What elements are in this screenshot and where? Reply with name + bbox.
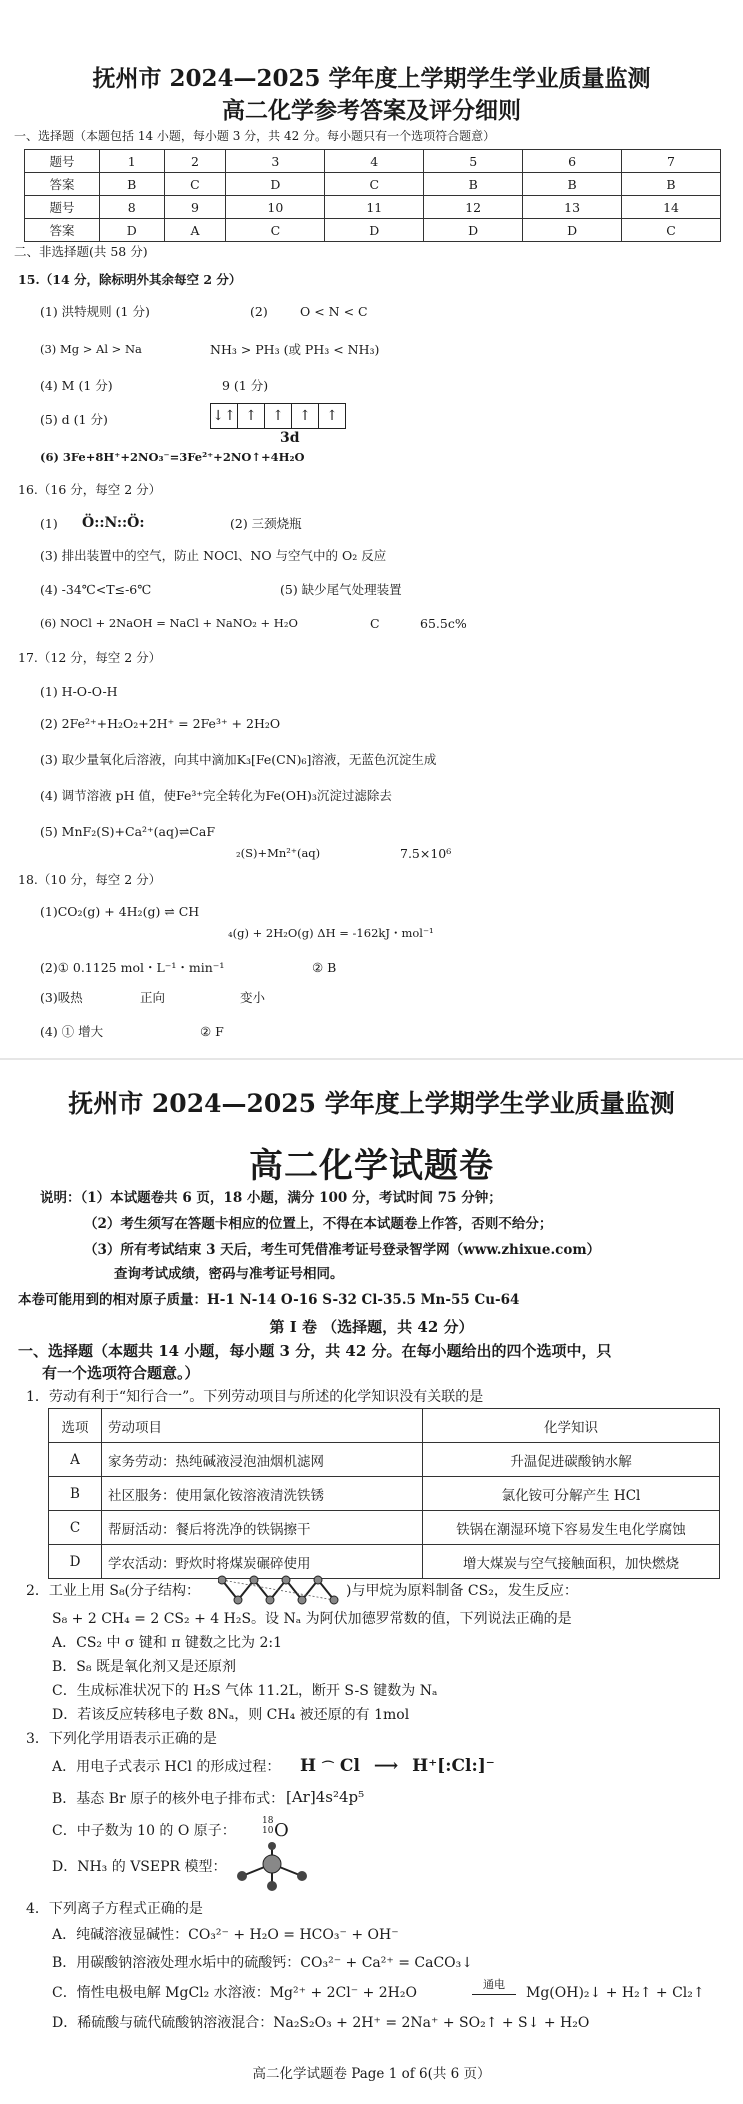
answer-table-cell: C	[164, 173, 226, 196]
question-2-option-b: B．S₈ 既是氧化剂又是还原剂	[52, 1659, 236, 1675]
question-1-table-cell: 氯化铵可分解产生 HCl	[423, 1477, 720, 1511]
question-4-option-d: D．稀硫酸与硫代硫酸钠溶液混合：Na₂S₂O₃ + 2H⁺ = 2Na⁺ + SO₂↑ + S↓ + H₂O	[52, 2015, 590, 2031]
q16-6c: 65.5c%	[420, 616, 467, 631]
q16-1-formula: Ö::N::Ö:	[82, 515, 145, 531]
answer-key-title-2: 高二化学参考答案及评分细则	[222, 97, 521, 124]
q18-4a: (4) ① 增大	[40, 1024, 104, 1039]
answer-table-row	[25, 219, 721, 242]
q16-6b: C	[370, 616, 380, 631]
answer-table	[24, 149, 721, 242]
isotope-numbers	[262, 1816, 273, 1836]
question-4-option-c2: Mg(OH)₂↓ + H₂↑ + Cl₂↑	[526, 1985, 705, 2001]
q16-4: (4) -34℃<T≤-6℃	[40, 582, 152, 597]
exam-note-3: （3）所有考试结束 3 天后，考生可凭借准考证号登录智学网（www.zhixue.com）	[84, 1242, 601, 1258]
q18-1b: ₄(g) + 2H₂O(g) ΔH = -162kJ・mol⁻¹	[228, 926, 434, 940]
question-1-table-cell: 升温促进碳酸钠水解	[423, 1443, 720, 1477]
exam-section-1a: 一、选择题（本题共 14 小题，每小题 3 分，共 42 分。在每小题给出的四个选项中，只	[18, 1342, 612, 1360]
hcl-cl-atom: Cl	[339, 1756, 360, 1776]
answer-table-cell: 5	[424, 150, 523, 173]
exam-note-2: （2）考生须写在答题卡相应的位置上，不得在本试题卷上作答，否则不给分；	[84, 1216, 553, 1232]
question-2-option-d: D．若该反应转移电子数 8Nₐ，则 CH₄ 被还原的有 1mol	[52, 1707, 410, 1723]
question-1-table-row	[49, 1443, 720, 1477]
q17-heading: 17.（12 分，每空 2 分）	[18, 650, 162, 665]
answer-table-cell: 14	[622, 196, 721, 219]
answer-table-row-label: 答案	[25, 219, 100, 242]
question-3-option-d: D．NH₃ 的 VSEPR 模型：	[52, 1859, 227, 1875]
question-4: 4．下列离子方程式正确的是	[26, 1901, 203, 1917]
q15-1: (1) 洪特规则 (1 分)	[40, 304, 150, 319]
question-1-table-cell: 家务劳动：热纯碱液浸泡油烟机滤网	[102, 1443, 423, 1477]
answer-table-cell: 13	[523, 196, 622, 219]
hcl-formation: H ⌒ Cl ⟶ H⁺[:Cl:]⁻	[300, 1756, 495, 1776]
question-1: 1．劳动有利于“知行合一”。下列劳动项目与所述的化学知识没有关联的是	[26, 1389, 484, 1405]
question-4-option-c1: C．惰性电极电解 MgCl₂ 水溶液：Mg²⁺ + 2Cl⁻ + 2H₂O	[52, 1985, 417, 2001]
question-2a: 2．工业上用 S₈(分子结构：	[26, 1583, 201, 1599]
q16-1-label: (1)	[40, 516, 58, 531]
question-1-table-cell: 学农活动：野炊时将煤炭碾碎使用	[102, 1545, 423, 1579]
q15-2: O < N < C	[300, 304, 368, 319]
part-1-heading: 第 I 卷 （选择题，共 42 分）	[269, 1318, 474, 1336]
answer-table-cell: 8	[100, 196, 165, 219]
answer-table-cell: B	[100, 173, 165, 196]
q15-4b: 9 (1 分)	[222, 378, 269, 393]
q15-3b: NH₃ > PH₃ (或 PH₃ < NH₃)	[210, 342, 380, 357]
q18-1a: (1)CO₂(g) + 4H₂(g) ⇌ CH	[40, 904, 200, 919]
q17-5a: (5) MnF₂(S)+Ca²⁺(aq)⇌CaF	[40, 824, 215, 839]
question-3-option-c: C．中子数为 10 的 O 原子：	[52, 1823, 236, 1839]
answer-table-row-label: 题号	[25, 150, 100, 173]
q16-heading: 16.（16 分，每空 2 分）	[18, 482, 162, 497]
q16-2: (2) 三颈烧瓶	[230, 516, 302, 531]
question-1-table-cell: C	[49, 1511, 102, 1545]
answer-table-cell: 6	[523, 150, 622, 173]
answer-table-cell: 11	[325, 196, 424, 219]
question-1-table-cell: 选项	[49, 1409, 102, 1443]
q15-3a: (3) Mg > Al > Na	[40, 342, 142, 356]
page-footer: 高二化学试题卷 Page 1 of 6(共 6 页）	[252, 2066, 491, 2082]
isotope-element: O	[274, 1820, 289, 1841]
arrow-icon: ⟶	[373, 1756, 399, 1776]
hcl-h-atom: H	[300, 1756, 317, 1776]
question-4-option-b: B．用碳酸钠溶液处理水垢中的硫酸钙：CO₃²⁻ + Ca²⁺ = CaCO₃↓	[52, 1955, 474, 1971]
orbital-box: ↑	[291, 403, 318, 429]
answer-table-cell: 10	[226, 196, 325, 219]
electrolysis-condition: 通电	[472, 1976, 516, 1995]
answer-table-cell: B	[622, 173, 721, 196]
answer-table-cell: A	[164, 219, 226, 242]
question-1-table-row	[49, 1511, 720, 1545]
q17-4: (4) 调节溶液 pH 值，使Fe³⁺完全转化为Fe(OH)₃沉淀过滤除去	[40, 788, 392, 803]
question-2b: )与甲烷为原料制备 CS₂，发生反应：	[346, 1583, 578, 1599]
question-3-option-b: B．基态 Br 原子的核外电子排布式：	[52, 1791, 285, 1807]
nh3-vsepr-model-icon	[232, 1842, 312, 1892]
question-4-option-a: A．纯碱溶液显碱性：CO₃²⁻ + H₂O = HCO₃⁻ + OH⁻	[52, 1927, 399, 1943]
orbital-box: ↑	[264, 403, 291, 429]
isotope-mass: 18	[262, 1816, 274, 1826]
answer-table-cell: C	[226, 219, 325, 242]
q16-3: (3) 排出装置中的空气，防止 NOCl、NO 与空气中的 O₂ 反应	[40, 548, 387, 563]
answer-table-row	[25, 173, 721, 196]
answer-table-cell: D	[523, 219, 622, 242]
q16-5: (5) 缺少尾气处理装置	[280, 582, 402, 597]
q15-6: (6) 3Fe+8H⁺+2NO₃⁻=3Fe²⁺+2NO↑+4H₂O	[40, 450, 305, 464]
section-2-heading: 二、非选择题(共 58 分)	[14, 244, 148, 259]
answer-table-row	[25, 196, 721, 219]
answer-table-cell: 12	[424, 196, 523, 219]
orbital-label: 3d	[280, 430, 300, 446]
q18-3b: 正向	[140, 990, 166, 1005]
answer-table-cell: 2	[164, 150, 226, 173]
answer-table-cell: D	[325, 219, 424, 242]
exam-title-1: 抚州市 2024—2025 学年度上学期学生学业质量监测	[68, 1089, 675, 1118]
q17-5b: ₂(S)+Mn²⁺(aq)	[236, 846, 321, 860]
atomic-masses: 本卷可能用到的相对原子质量：H-1 N-14 O-16 S-32 Cl-35.5 Mn-55 Cu-64	[18, 1292, 520, 1308]
question-3: 3．下列化学用语表示正确的是	[26, 1731, 217, 1747]
q15-5: (5) d (1 分)	[40, 412, 108, 427]
answer-table-cell: D	[226, 173, 325, 196]
q17-1: (1) H-O-O-H	[40, 684, 118, 699]
orbital-box: ↓↑	[210, 403, 237, 429]
exam-page	[0, 1060, 743, 2104]
question-2-option-a: A．CS₂ 中 σ 键和 π 键数之比为 2:1	[52, 1635, 283, 1651]
question-1-table-cell: 帮厨活动：餐后将洗净的铁锅擦干	[102, 1511, 423, 1545]
exam-note-4: 查询考试成绩，密码与准考证号相同。	[114, 1266, 344, 1282]
answer-table-cell: 7	[622, 150, 721, 173]
orbital-diagram	[210, 403, 346, 429]
q18-2b: ② B	[312, 960, 337, 975]
q17-5c: 7.5×10⁶	[400, 846, 452, 861]
exam-section-1b: 有一个选项符合题意。）	[42, 1364, 200, 1382]
q18-3a: (3)吸热	[40, 990, 83, 1005]
answer-table-cell: B	[424, 173, 523, 196]
answer-table-row-label: 答案	[25, 173, 100, 196]
q15-4a: (4) M (1 分)	[40, 378, 113, 393]
question-1-table-cell: A	[49, 1443, 102, 1477]
q16-6a: (6) NOCl + 2NaOH = NaCl + NaNO₂ + H₂O	[40, 616, 298, 630]
answer-table-row-label: 题号	[25, 196, 100, 219]
isotope-atomic: 10	[262, 1826, 274, 1836]
q18-4b: ② F	[200, 1024, 224, 1039]
question-1-table-cell: 增大煤炭与空气接触面积，加快燃烧	[423, 1545, 720, 1579]
answer-table-row	[25, 150, 721, 173]
section-1-heading: 一、选择题（本题包括 14 小题，每小题 3 分，共 42 分。每小题只有一个选项符合题意）	[14, 129, 496, 143]
answer-table-cell: C	[325, 173, 424, 196]
answer-table-cell: C	[622, 219, 721, 242]
q17-2: (2) 2Fe²⁺+H₂O₂+2H⁺ = 2Fe³⁺ + 2H₂O	[40, 716, 281, 731]
question-1-table-cell: 铁锅在潮湿环境下容易发生电化学腐蚀	[423, 1511, 720, 1545]
q18-2a: (2)① 0.1125 mol・L⁻¹・min⁻¹	[40, 960, 225, 975]
answer-table-cell: D	[424, 219, 523, 242]
question-2c: S₈ + 2 CH₄ = 2 CS₂ + 4 H₂S。设 Nₐ 为阿伏加德罗常数的值，下列说法正确的是	[52, 1611, 572, 1627]
question-1-table-cell: 社区服务：使用氯化铵溶液清洗铁锈	[102, 1477, 423, 1511]
q17-3: (3) 取少量氧化后溶液，向其中滴加K₃[Fe(CN)₆]溶液，无蓝色沉淀生成	[40, 752, 437, 767]
answer-table-cell: B	[523, 173, 622, 196]
question-1-table-header	[49, 1409, 720, 1443]
answer-table-cell: D	[100, 219, 165, 242]
answer-table-cell: 3	[226, 150, 325, 173]
question-1-table-row	[49, 1477, 720, 1511]
question-1-table-cell: D	[49, 1545, 102, 1579]
question-1-table-cell: 化学知识	[423, 1409, 720, 1443]
answer-key-title-1: 抚州市 2024—2025 学年度上学期学生学业质量监测	[92, 65, 651, 92]
q18-3c: 变小	[240, 990, 266, 1005]
question-1-table-cell: 劳动项目	[102, 1409, 423, 1443]
question-1-table-cell: B	[49, 1477, 102, 1511]
question-1-table	[48, 1408, 720, 1579]
orbital-box: ↑	[237, 403, 264, 429]
hcl-product: H⁺[:Cl:]⁻	[412, 1756, 495, 1776]
s8-structure-icon	[218, 1570, 344, 1610]
answer-table-cell: 4	[325, 150, 424, 173]
orbital-box: ↑	[318, 403, 346, 429]
question-2-option-c: C．生成标准状况下的 H₂S 气体 11.2L，断开 S-S 键数为 Nₐ	[52, 1683, 438, 1699]
question-3-option-a: A．用电子式表示 HCl 的形成过程：	[52, 1759, 281, 1775]
answer-table-cell: 1	[100, 150, 165, 173]
question-1-table-row	[49, 1545, 720, 1579]
exam-title-2: 高二化学试题卷	[249, 1146, 494, 1186]
q15-heading: 15.（14 分，除标明外其余每空 2 分）	[18, 272, 242, 287]
exam-note-1: 说明：（1）本试题卷共 6 页，18 小题，满分 100 分，考试时间 75 分钟；	[40, 1190, 502, 1206]
answer-table-cell: 9	[164, 196, 226, 219]
q18-heading: 18.（10 分，每空 2 分）	[18, 872, 162, 887]
br-config: [Ar]4s²4p⁵	[286, 1788, 365, 1806]
q15-2-label: (2)	[250, 304, 268, 319]
